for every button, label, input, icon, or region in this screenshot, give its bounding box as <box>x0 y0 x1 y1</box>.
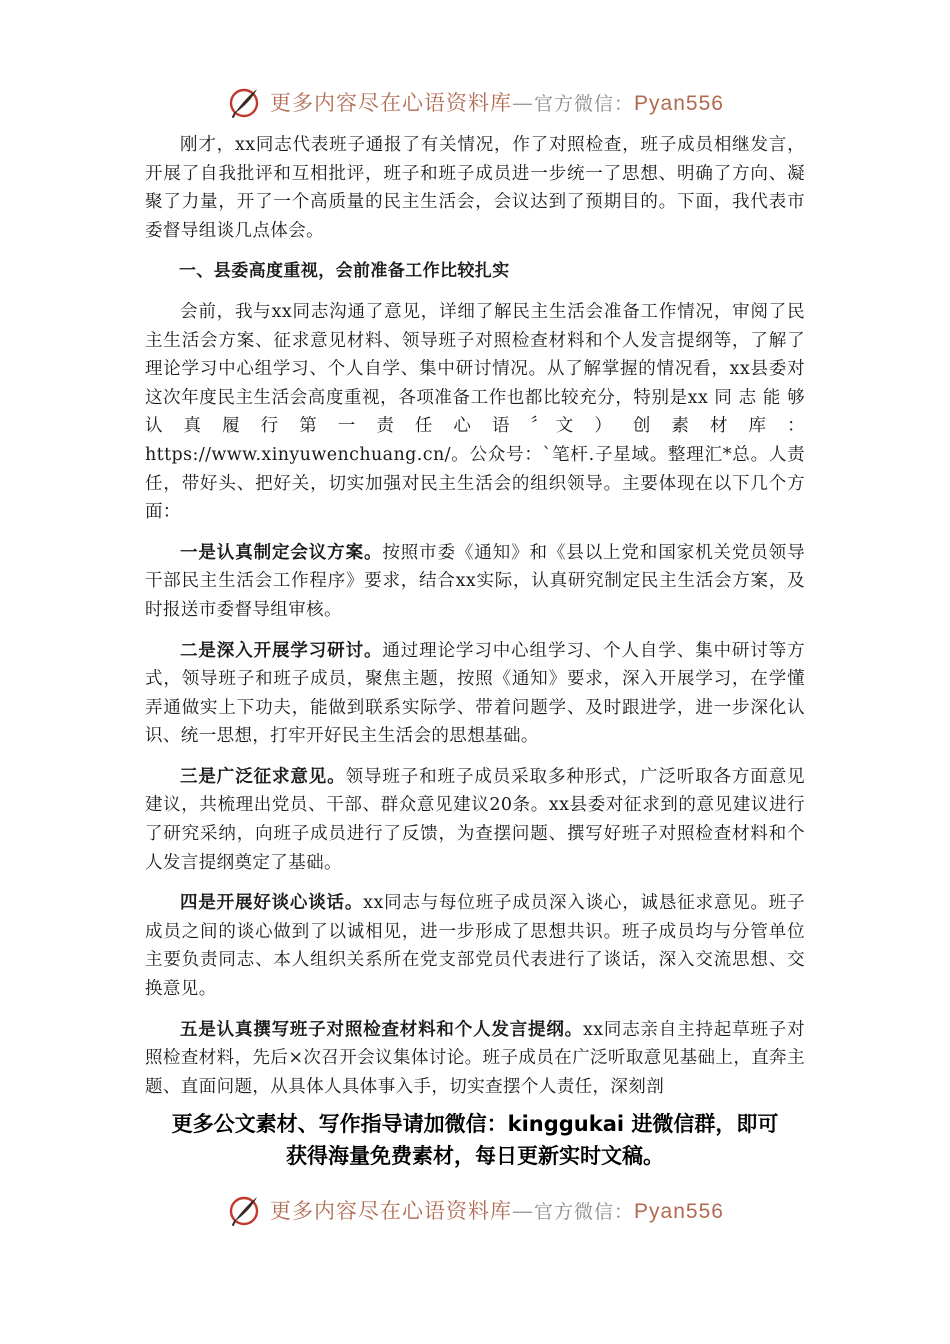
promo-line-2: 获得海量免费素材，每日更新实时文稿。 <box>286 1144 664 1168</box>
item-paragraph-1 <box>145 539 805 625</box>
item-paragraph-2 <box>145 637 805 751</box>
item-paragraph-3 <box>145 763 805 877</box>
quill-pen-logo-icon <box>226 84 262 120</box>
banner-main-text: 更多内容尽在心语资料库 <box>270 91 513 115</box>
banner-wechat-id: Pyan556 <box>634 92 724 115</box>
banner-main-text: 更多内容尽在心语资料库 <box>270 1199 513 1223</box>
promo-notice <box>0 1108 950 1172</box>
banner-wechat-id: Pyan556 <box>634 1200 724 1223</box>
banner-official-label: 官方微信： <box>534 93 635 115</box>
footer-banner <box>0 1192 950 1228</box>
item-body: 按照市委《通知》和《县以上党和国家机关党员领导干部民主生活会工作程序》要求，结合xx实际，认真研究制定民主生活会方案，及时报送市委督导组审核。 <box>145 542 805 620</box>
banner-official-label: 官方微信： <box>534 1201 635 1223</box>
document-body <box>145 131 805 1099</box>
header-banner <box>0 84 950 120</box>
item-lead: 三是广泛征求意见。 <box>180 766 346 787</box>
item-lead: 二是深入开展学习研讨。 <box>180 640 383 661</box>
quill-pen-logo-icon <box>226 1192 262 1228</box>
intro-paragraph: 刚才，xx同志代表班子通报了有关情况，作了对照检查，班子成员相继发言，开展了自我批评和互相批评，班子和班子成员进一步统一了思想、明确了方向、凝聚了力量，开了一个高质量的民主生活会，会议达到了预期目的。下面，我代表市委督导组谈几点体会。 <box>145 135 805 241</box>
item-body: xx同志亲自主持起草班子对照检查材料，先后×次召开会议集体讨论。班子成员在广泛听取意见基础上，直奔主题、直面问题，从具体人具体事入手，切实查摆个人责任，深刻剖 <box>145 1019 805 1097</box>
banner-text <box>270 1195 724 1225</box>
item-lead: 一是认真制定会议方案。 <box>180 542 383 563</box>
item-lead: 四是开展好谈心谈话。 <box>180 893 364 914</box>
item-paragraph-5 <box>145 1016 805 1099</box>
banner-separator: — <box>512 1199 535 1223</box>
banner-text <box>270 87 724 117</box>
section-heading: 一、县委高度重视，会前准备工作比较扎实 <box>179 261 510 282</box>
banner-separator: — <box>512 91 535 115</box>
item-body: 通过理论学习中心组学习、个人自学、集中研讨等方式，领导班子和班子成员，聚焦主题，按照《通知》要求，深入开展学习，在学懂弄通做实上下功夫，能做到联系实际学、带着问题学、及时跟进学，进一步深化认识、统一思想，打牢开好民主生活会的思想基础。 <box>145 640 805 747</box>
item-body: xx同志与每位班子成员深入谈心，诚恳征求意见。班子成员之间的谈心做到了以诚相见，进一步形成了思想共识。班子成员均与分管单位主要负责同志、本人组织关系所在党支部党员代表进行了谈话，深入交流思想、交换意见。 <box>145 893 805 1000</box>
item-paragraph-4 <box>145 889 805 1003</box>
item-lead: 五是认真撰写班子对照检查材料和个人发言提纲。 <box>180 1019 583 1040</box>
section-paragraph: 会前，我与xx同志沟通了意见，详细了解民主生活会准备工作情况，审阅了民主生活会方案、征求意见材料、领导班子对照检查材料和个人发言提纲等，了解了理论学习中心组学习、个人自学、集中研讨情况。从了解掌握的情况看，xx县委对这次年度民主生活会高度重视，各项准备工作也都比较充分，特别是xx 同 志 能 够 认 真 履 行 第 一 责 任 心 语 〞文 ） 创 素 材 库 ： https://www.xinyuwenchuang.cn/。公众号：`笔杆.子星域。整理汇*总。人责任，带好头、把好关，切实加强对民主生活会的组织领导。主要体现在以下几个方面： <box>145 301 805 523</box>
item-body: 领导班子和班子成员采取多种形式，广泛听取各方面意见建议，共梳理出党员、干部、群众意见建议20条。xx县委对征求到的意见建议进行了研究采纳，向班子成员进行了反馈，为查摆问题、撰写好班子对照检查材料和个人发言提纲奠定了基础。 <box>145 766 805 873</box>
promo-line-1: 更多公文素材、写作指导请加微信：kinggukai 进微信群，即可 <box>171 1112 779 1136</box>
